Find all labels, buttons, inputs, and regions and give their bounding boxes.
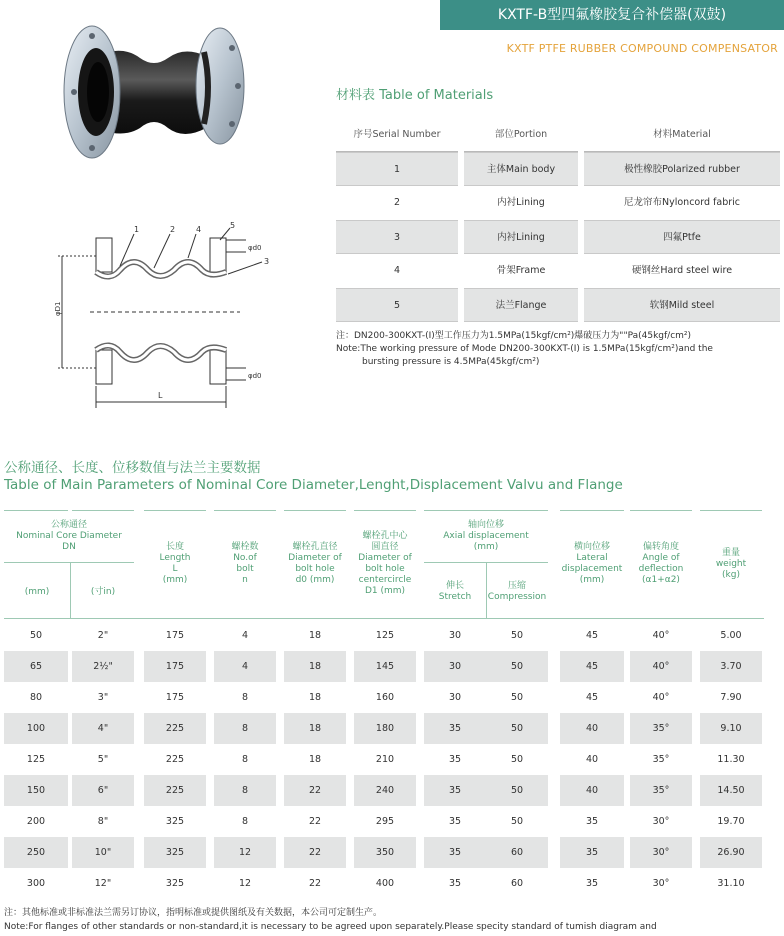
cell-length: 225 — [165, 754, 185, 765]
cell-compression: 50 — [510, 630, 524, 641]
cell-lateral: 40 — [560, 775, 624, 806]
materials-cell: 骨架Frame — [496, 265, 546, 276]
cell-bolts: 8 — [214, 713, 276, 744]
cell-angle: 30° — [630, 837, 692, 868]
label-d0-bottom: φd0 — [248, 372, 262, 380]
cell-hole-diameter: 18 — [284, 651, 346, 682]
cell-hole-diameter: 22 — [284, 837, 346, 868]
callout-3: 3 — [264, 257, 270, 266]
cell-stretch: 35 — [424, 775, 486, 806]
params-table — [4, 510, 764, 898]
cell-dn-mm: 125 — [26, 754, 46, 765]
cell-bolts: 8 — [241, 692, 249, 703]
note-english-line2: bursting pressure is 4.5MPa(45kgf/cm²) — [362, 357, 540, 367]
cell-bolts: 8 — [241, 816, 249, 827]
table-row — [4, 806, 764, 837]
header-stretch: 伸长 Stretch — [438, 581, 472, 602]
materials-cell: 5 — [336, 288, 458, 322]
materials-col-material: 材料Material — [584, 118, 780, 152]
product-title: KXTF-B型四氟橡胶复合补偿器(双鼓) — [497, 7, 727, 23]
cell-angle: 35° — [652, 754, 670, 765]
cell-weight: 9.10 — [700, 713, 762, 744]
cell-weight: 3.70 — [700, 651, 762, 682]
materials-cell: 1 — [336, 152, 458, 186]
table-row — [4, 744, 764, 775]
cell-hole-diameter: 18 — [308, 754, 322, 765]
params-title-chinese: 公称通径、长度、位移数值与法兰主要数据 — [4, 460, 261, 476]
cell-angle: 40° — [630, 651, 692, 682]
cell-bolts: 12 — [238, 878, 252, 889]
cell-dn-inch: 4" — [72, 713, 134, 744]
cell-dn-mm: 100 — [4, 713, 68, 744]
cell-compression: 50 — [486, 651, 548, 682]
header-lateral: 横向位移 Lateral displacement (mm) — [561, 542, 623, 585]
cell-compression: 60 — [486, 837, 548, 868]
header-dn-inch: (寸in) — [90, 586, 116, 597]
table-row — [4, 837, 764, 868]
cell-bolt-circle: 295 — [375, 816, 395, 827]
callout-5: 5 — [230, 222, 236, 230]
cell-angle: 35° — [630, 775, 692, 806]
cell-weight: 19.70 — [717, 816, 745, 827]
header-bolt-hole: 螺栓孔直径 Diameter of bolt hole d0 (mm) — [288, 542, 342, 585]
materials-heading: 材料表 Table of Materials — [336, 88, 494, 103]
cell-bolts: 8 — [241, 754, 249, 765]
table-row — [4, 651, 764, 682]
cell-stretch: 30 — [448, 692, 462, 703]
cell-bolts: 8 — [214, 775, 276, 806]
materials-cell: 内衬Lining — [464, 220, 578, 254]
cell-stretch: 35 — [448, 878, 462, 889]
header-dn-mm: (mm) — [24, 586, 50, 597]
cell-angle: 30° — [652, 816, 670, 827]
cell-weight: 7.90 — [720, 692, 742, 703]
cell-length: 225 — [144, 775, 206, 806]
cell-dn-inch: 3" — [97, 692, 109, 703]
cell-hole-diameter: 18 — [284, 713, 346, 744]
cell-length: 175 — [144, 651, 206, 682]
callout-1: 1 — [134, 225, 140, 234]
cell-lateral: 40 — [585, 754, 599, 765]
cell-lateral: 45 — [585, 630, 599, 641]
cell-weight: 5.00 — [720, 630, 742, 641]
callout-2: 2 — [170, 225, 176, 234]
header-compression: 压缩 Compression — [487, 581, 547, 602]
params-title — [4, 460, 623, 494]
cell-hole-diameter: 22 — [308, 816, 322, 827]
materials-table — [336, 118, 780, 322]
cell-stretch: 30 — [424, 651, 486, 682]
materials-header-row — [336, 118, 780, 152]
cell-bolts: 4 — [241, 630, 249, 641]
cell-angle: 40° — [652, 692, 670, 703]
cell-dn-mm: 80 — [29, 692, 43, 703]
cell-dn-mm: 300 — [26, 878, 46, 889]
materials-cell: 尼龙帘布Nyloncord fabric — [624, 197, 740, 208]
cell-weight: 31.10 — [717, 878, 745, 889]
cell-weight: 14.50 — [700, 775, 762, 806]
cell-stretch: 35 — [424, 713, 486, 744]
materials-cell: 内衬Lining — [497, 197, 545, 208]
header-length: 长度 Length L (mm) — [159, 542, 191, 585]
cell-length: 325 — [165, 816, 185, 827]
cell-lateral: 35 — [585, 816, 599, 827]
cell-lateral: 40 — [560, 713, 624, 744]
note-english-line1: Note:The working pressure of Mode DN200-300KXT-(Ⅰ) is 1.5MPa(15kgf/cm²)and the — [336, 344, 713, 354]
footer-note — [4, 906, 657, 934]
cell-angle: 40° — [652, 630, 670, 641]
materials-cell: 四氟Ptfe — [584, 220, 780, 254]
header-bolt-circle: 螺栓孔中心 圆直径 Diameter of bolt hole centercircle D1 (mm) — [358, 531, 412, 596]
materials-cell: 硬钢丝Hard steel wire — [631, 265, 733, 276]
cell-length: 325 — [144, 837, 206, 868]
label-length: L — [158, 391, 163, 400]
cell-dn-inch: 8" — [97, 816, 109, 827]
cell-angle: 35° — [630, 713, 692, 744]
cell-length: 175 — [165, 692, 185, 703]
cell-weight: 26.90 — [700, 837, 762, 868]
header-weight: 重量 weight (kg) — [715, 547, 747, 580]
cell-bolt-circle: 145 — [354, 651, 416, 682]
header-axial: 轴向位移 Axial displacement (mm) — [443, 519, 529, 552]
cell-length: 225 — [144, 713, 206, 744]
cell-bolt-circle: 125 — [375, 630, 395, 641]
params-title-english: Table of Main Parameters of Nominal Core Diameter,Lenght,Displacement Valvu and Flange — [4, 477, 623, 493]
cell-stretch: 35 — [448, 754, 462, 765]
materials-cell: 主体Main body — [464, 152, 578, 186]
cell-compression: 50 — [486, 713, 548, 744]
cell-angle: 30° — [652, 878, 670, 889]
note-chinese: 注：DN200-300KXT-(Ⅰ)型工作压力为1.5MPa(15kgf/cm²)爆破压力为""Pa(45kgf/cm²) — [336, 331, 692, 341]
cell-lateral: 45 — [560, 651, 624, 682]
cell-dn-inch: 10" — [72, 837, 134, 868]
cell-bolts: 12 — [214, 837, 276, 868]
cell-bolt-circle: 240 — [354, 775, 416, 806]
materials-cell: 4 — [393, 265, 401, 276]
label-d0-top: φd0 — [248, 244, 262, 252]
cell-dn-mm: 150 — [4, 775, 68, 806]
cell-dn-inch: 2½" — [72, 651, 134, 682]
materials-row — [336, 152, 780, 186]
cell-length: 175 — [165, 630, 185, 641]
cell-hole-diameter: 18 — [308, 630, 322, 641]
materials-col-portion: 部位Portion — [464, 118, 578, 152]
footer-note-chinese: 注：其他标准或非标准法兰需另订协议，指明标准或提供图纸及有关数据，本公司可定制生产。 — [4, 908, 383, 918]
cell-compression: 50 — [510, 754, 524, 765]
cell-bolt-circle: 160 — [375, 692, 395, 703]
materials-col-serial: 序号Serial Number — [336, 118, 458, 152]
cell-lateral: 45 — [585, 692, 599, 703]
cell-dn-inch: 12" — [94, 878, 112, 889]
materials-row — [336, 186, 780, 220]
product-subtitle: KXTF PTFE RUBBER COMPOUND COMPENSATOR — [506, 42, 778, 55]
materials-cell: 软钢Mild steel — [584, 288, 780, 322]
table-row — [4, 868, 764, 899]
header-nominal-diameter: 公称通径 Nominal Core Diameter DN — [16, 519, 122, 552]
label-d1: φD1 — [54, 301, 62, 316]
header-angle: 偏转角度 Angle of deflection (α1+α2) — [638, 542, 684, 585]
cell-compression: 50 — [486, 775, 548, 806]
materials-cell: 法兰Flange — [464, 288, 578, 322]
cell-bolts: 4 — [214, 651, 276, 682]
cell-hole-diameter: 22 — [308, 878, 322, 889]
cell-dn-mm: 200 — [26, 816, 46, 827]
cell-compression: 50 — [510, 816, 524, 827]
cell-dn-mm: 50 — [29, 630, 43, 641]
cell-bolt-circle: 210 — [375, 754, 395, 765]
cell-lateral: 35 — [560, 837, 624, 868]
materials-cell: 极性橡胶Polarized rubber — [584, 152, 780, 186]
cell-bolt-circle: 350 — [354, 837, 416, 868]
materials-cell: 3 — [336, 220, 458, 254]
callout-4: 4 — [196, 225, 202, 234]
cell-weight: 11.30 — [717, 754, 745, 765]
cell-bolt-circle: 400 — [375, 878, 395, 889]
header-bolts: 螺栓数 No.of bolt n — [231, 542, 259, 585]
materials-row — [336, 288, 780, 322]
footer-note-english: Note:For flanges of other standards or non-standard,it is necessary to be agreed upon separately.Please specity standard of tumish diagram and — [4, 922, 657, 932]
cell-hole-diameter: 22 — [284, 775, 346, 806]
cell-stretch: 30 — [448, 630, 462, 641]
table-row — [4, 713, 764, 744]
materials-row — [336, 254, 780, 288]
cell-dn-inch: 2" — [97, 630, 109, 641]
materials-cell: 2 — [393, 197, 401, 208]
materials-note — [336, 330, 713, 369]
cell-dn-inch: 5" — [97, 754, 109, 765]
table-row — [4, 682, 764, 713]
product-title-bar — [440, 0, 784, 30]
cell-hole-diameter: 18 — [308, 692, 322, 703]
table-row — [4, 775, 764, 806]
cell-dn-mm: 250 — [4, 837, 68, 868]
cell-compression: 60 — [510, 878, 524, 889]
cross-section-drawing — [50, 222, 290, 412]
cell-dn-inch: 6" — [72, 775, 134, 806]
cell-bolt-circle: 180 — [354, 713, 416, 744]
table-row — [4, 620, 764, 651]
materials-row — [336, 220, 780, 254]
cell-stretch: 35 — [424, 837, 486, 868]
cell-stretch: 35 — [448, 816, 462, 827]
cell-lateral: 35 — [585, 878, 599, 889]
cell-dn-mm: 65 — [4, 651, 68, 682]
cell-length: 325 — [165, 878, 185, 889]
product-photo — [62, 16, 246, 166]
cell-compression: 50 — [510, 692, 524, 703]
